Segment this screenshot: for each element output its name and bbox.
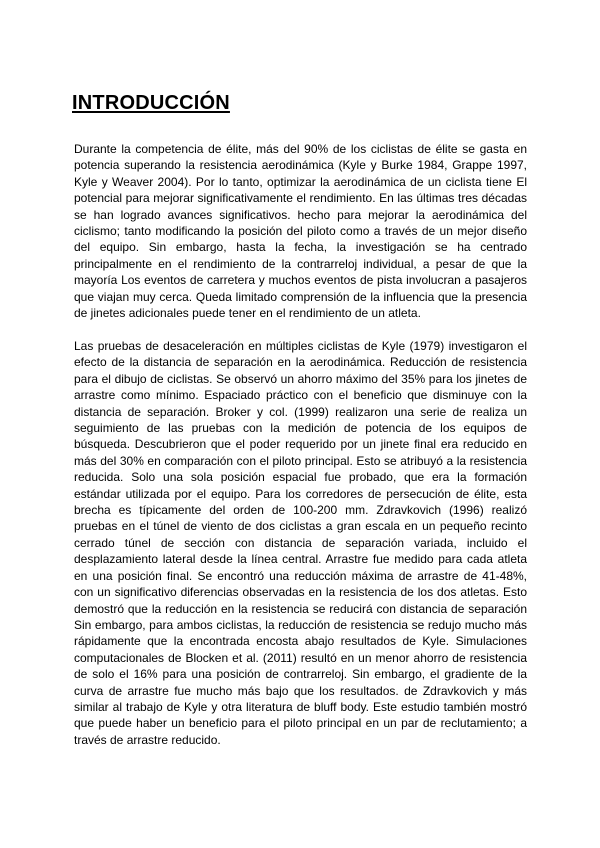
paragraph-intro: Durante la competencia de élite, más del 90% de los ciclistas de élite se gasta en potencia superando la resistencia aerodinámica (Kyle y Burke 1984, Grappe 1997, Kyle y Weaver 2004). Por lo tanto, optimizar la aerodinámica de un ciclista tiene El potencial para mejorar significativamente el rendimiento. En las últimas tres décadas se han logrado avances significativos. hecho para mejorar la aerodinámica del ciclismo; tanto modificando la posición del piloto como a través de un mejor diseño del equipo. Sin embargo, hasta la fecha, la investigación se ha centrado principalmente en el rendimiento de la contrarreloj individual, a pesar de que la mayoría Los eventos de carretera y muchos eventos de pista involucran a pasajeros que viajan muy cerca. Queda limitado comprensión de la influencia que la presencia de jinetes adicionales puede tener en el rendimiento de un atleta. [74, 142, 527, 321]
paragraph-related-work: Las pruebas de desaceleración en múltiples ciclistas de Kyle (1979) investigaron el efecto de la distancia de separación en la aerodinámica. Reducción de resistencia para el dibujo de ciclistas. Se observó un ahorro máximo del 35% para los jinetes de arrastre como mínimo. Espaciado práctico con el beneficio que disminuye con la distancia de separación. Broker y col. (1999) realizaron una serie de realiza un seguimiento de las pruebas con la medición de potencia de los equipos de búsqueda. Descubrieron que el poder requerido por un jinete final era reducido en más del 30% en comparación con el piloto principal. Esto se atribuyó a la resistencia reducida. Solo una sola posición espacial fue probado, que era la formación estándar utilizada por el equipo. Para los corredores de persecución de élite, esta brecha es típicamente del orden de 100-200 mm. Zdravkovich (1996) realizó pruebas en el túnel de viento de dos ciclistas a gran escala en un pequeño recinto cerrado túnel de sección con distancia de separación variada, incluido el desplazamiento lateral desde la línea central. Arrastre fue medido para cada atleta en una posición final. Se encontró una reducción máxima de arrastre de 41-48%, con un significativo diferencias observadas en la resistencia de los dos atletas. Esto demostró que la reducción en la resistencia se reducirá con distancia de separación Sin embargo, para ambos ciclistas, la reducción de resistencia se redujo mucho más rápidamente que la encontrada encosta abajo resultados de Kyle. Simulaciones computacionales de Blocken et al. (2011) resultó en un menor ahorro de resistencia de solo el 16% para una posición de contrarreloj. Sin embargo, el gradiente de la curva de arrastre fue mucho más bajo que los resultados. de Zdravkovich y más similar al trabajo de Kyle y otra literatura de bluff body. Este estudio también mostró que puede haber un beneficio para el piloto principal en un par de reclutamiento; a través de arrastre reducido. [74, 339, 527, 747]
section-title: INTRODUCCIÓN [72, 92, 230, 114]
